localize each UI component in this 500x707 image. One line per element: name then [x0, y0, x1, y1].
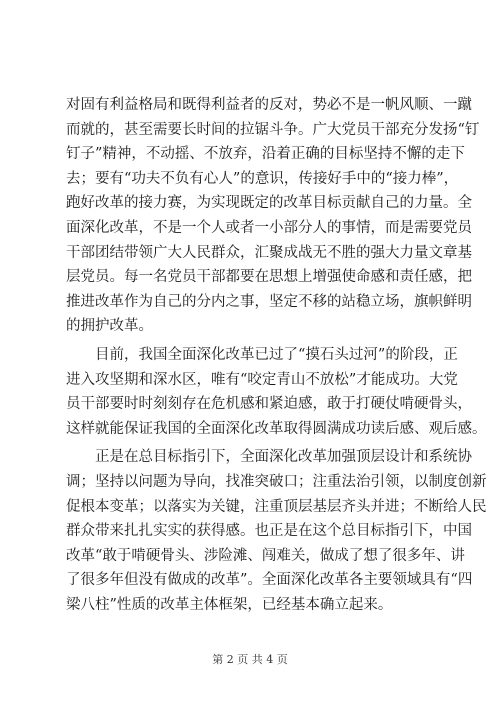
page-number: 第 2 页 共 4 页 [212, 653, 288, 666]
text-line: 对固有利益格局和既得利益者的反对，势必不是一帆风顺、一蹴 [66, 97, 472, 113]
text-line: 梁八柱”性质的改革主体框架，已经基本确立起来。 [66, 596, 393, 613]
paragraph-3 [66, 445, 487, 617]
page-footer [0, 651, 500, 667]
paragraph-1 [66, 93, 480, 339]
text-line: 跑好改革的接力赛，为实现既定的改革目标贡献自己的力量。全 [66, 195, 472, 212]
text-line: 推进改革作为自己的分内之事，坚定不移的站稳立场，旗帜鲜明 [66, 293, 472, 310]
text-line: 目前，我国全面深化改革已过了“摸石头过河”的阶段，正 [66, 346, 458, 363]
text-line: 群众带来扎扎实实的获得感。也正是在这个总目标指引下，中国 [66, 523, 472, 540]
text-line: 调；坚持以问题为导向，找准突破口；注重法治引领，以制度创新 [66, 473, 487, 490]
text-line: 而就的，甚至需要长时间的拉锯斗争。广大党员干部充分发扬“钉 [66, 121, 480, 138]
text-line: 改革“敢于啃硬骨头、涉险滩、闯难关，做成了想了很多年、讲 [66, 547, 465, 564]
text-line: 了很多年但没有做成的改革”。全面深化改革各主要领域具有“四 [66, 572, 473, 589]
text-line: 层党员。每一名党员干部都要在思想上增强使命感和责任感，把 [66, 269, 472, 286]
text-line: 促根本变革；以落实为关键，注重顶层基层齐头并进；不断给人民 [66, 498, 487, 515]
text-line: 干部团结带领广大人民群众，汇聚成战无不胜的强大力量文章基 [66, 244, 472, 261]
text-line: 去；要有“功夫不负有心人”的意识，传接好手中的“接力棒”， [66, 170, 459, 187]
text-line: 面深化改革，不是一个人或者一小部分人的事情，而是需要党员 [66, 219, 472, 236]
text-line: 进入攻坚期和深水区，唯有“咬定青山不放松”才能成功。大党 [66, 371, 458, 388]
text-line: 的拥护改革。 [66, 318, 153, 335]
text-line: 员干部要时时刻刻存在危机感和紧迫感，敢于打硬仗啃硬骨头， [66, 396, 472, 413]
text-line: 钉子”精神，不动摇、不放弃，沿着正确的目标坚持不懈的走下 [66, 146, 465, 163]
text-line: 正是在总目标指引下，全面深化改革加强顶层设计和系统协 [66, 449, 472, 466]
text-line: 这样就能保证我国的全面深化改革取得圆满成功读后感、观后感。 [66, 420, 487, 437]
paragraph-2 [66, 343, 487, 441]
body-text [66, 93, 487, 621]
